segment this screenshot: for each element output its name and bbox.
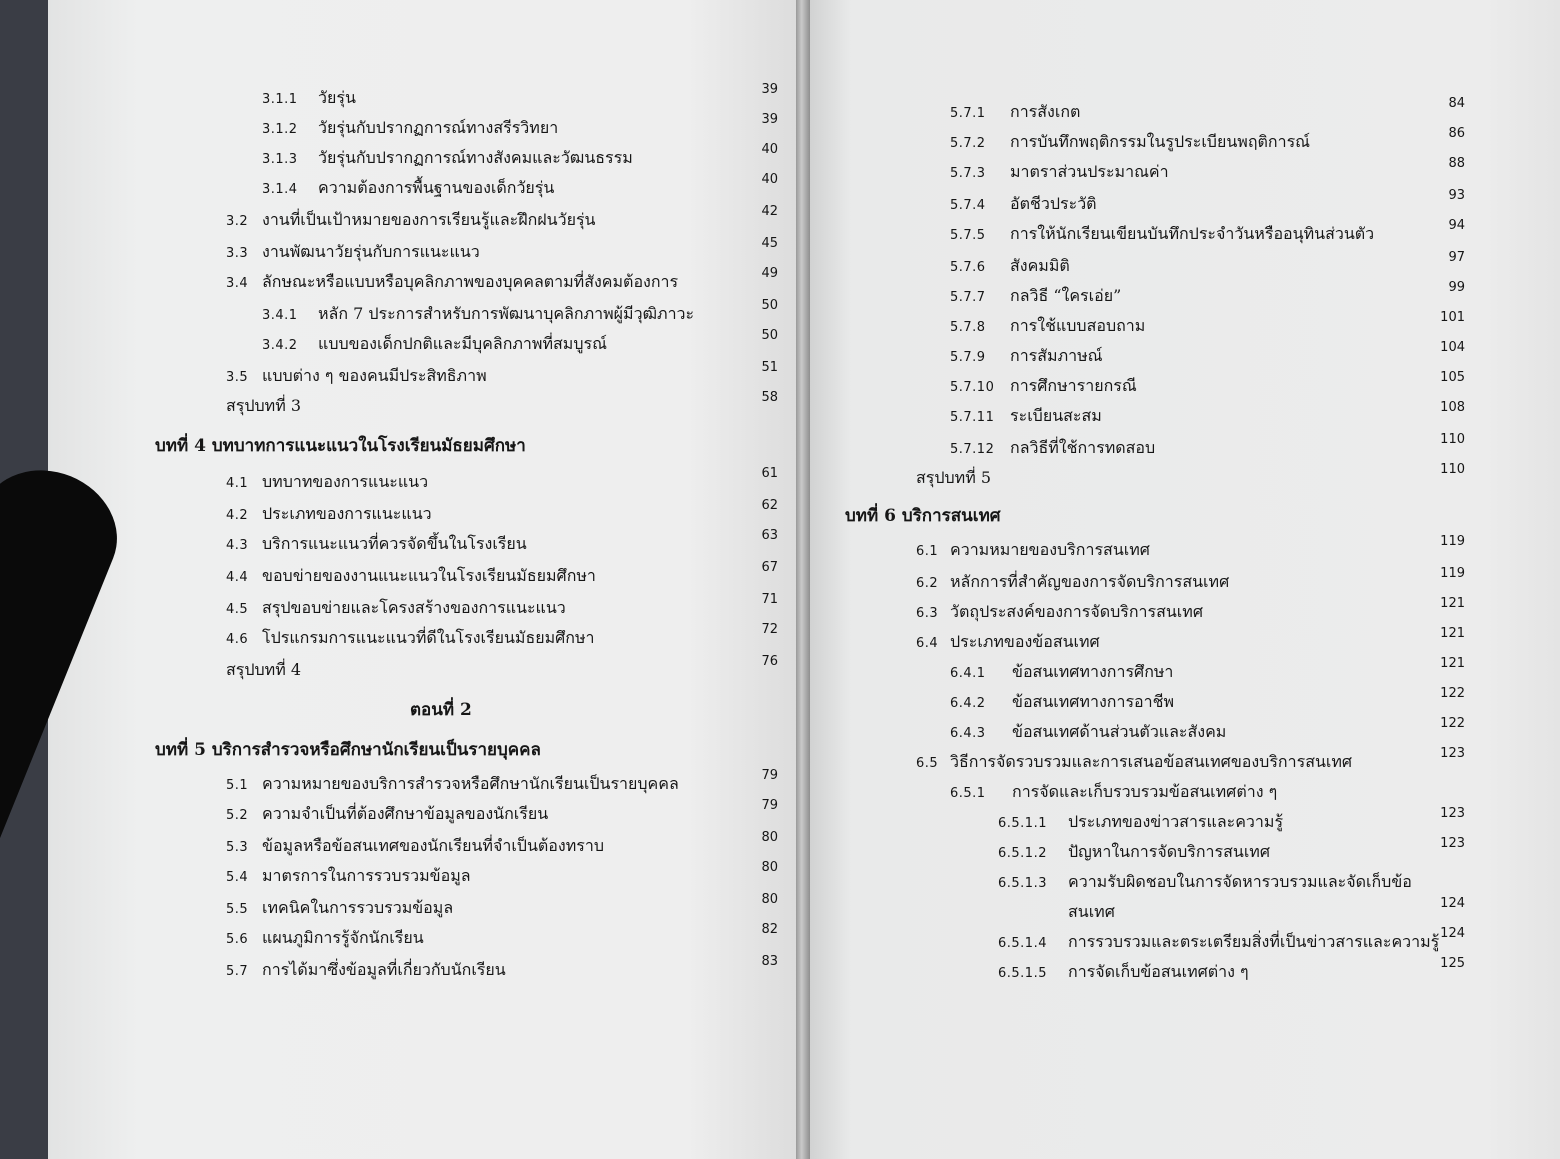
- page-number: 123: [1440, 806, 1465, 821]
- entry-title: ความรับผิดชอบในการจัดหารวบรวมและจัดเก็บข้อ: [1068, 872, 1412, 891]
- entry-title: ข้อมูลหรือข้อสนเทศของนักเรียนที่จำเป็นต้องทราบ: [262, 836, 604, 855]
- entry-number: 5.7.2: [950, 136, 986, 151]
- entry-title: บริการแนะแนวที่ควรจัดขึ้นในโรงเรียน: [262, 534, 527, 553]
- page-number: 88: [1448, 156, 1465, 171]
- page-number: 99: [1448, 280, 1465, 295]
- page-number: 51: [761, 360, 778, 375]
- entry-title: หลักการที่สำคัญของการจัดบริการสนเทศ: [950, 572, 1230, 591]
- entry-number: 6.5.1.2: [998, 846, 1047, 861]
- entry-number: 5.7.10: [950, 380, 995, 395]
- entry-title: งานพัฒนาวัยรุ่นกับการแนะแนว: [262, 242, 480, 261]
- page-number: 93: [1448, 188, 1465, 203]
- entry-number: 3.2: [226, 214, 249, 229]
- entry-title: วัตถุประสงค์ของการจัดบริการสนเทศ: [950, 602, 1203, 621]
- entry-title: สรุปขอบข่ายและโครงสร้างของการแนะแนว: [262, 598, 566, 617]
- page-number: 121: [1440, 596, 1465, 611]
- entry-title: การสัมภาษณ์: [1010, 346, 1103, 365]
- entry-title: การได้มาซึ่งข้อมูลที่เกี่ยวกับนักเรียน: [262, 960, 506, 979]
- entry-title: ข้อสนเทศทางการศึกษา: [1012, 662, 1174, 681]
- entry-title: การบันทึกพฤติกรรมในรูประเบียนพฤติการณ์: [1010, 132, 1310, 151]
- page-number: 40: [761, 172, 778, 187]
- page-number: 79: [761, 798, 778, 813]
- entry-title: อัตชีวประวัติ: [1010, 194, 1097, 213]
- entry-number: 4.5: [226, 602, 249, 617]
- entry-number: 5.7.1: [950, 106, 986, 121]
- page-number: 83: [761, 954, 778, 969]
- entry-number: 5.3: [226, 840, 249, 855]
- page-number: 63: [761, 528, 778, 543]
- entry-number: 4.6: [226, 632, 249, 647]
- entry-number: 5.7.12: [950, 442, 995, 457]
- page-number: 122: [1440, 716, 1465, 731]
- page-number: 124: [1440, 896, 1465, 911]
- entry-title: ความหมายของบริการสนเทศ: [950, 540, 1150, 559]
- page-number: 71: [761, 592, 778, 607]
- entry-title: บทบาทของการแนะแนว: [262, 472, 429, 491]
- entry-title: ประเภทของการแนะแนว: [262, 504, 432, 523]
- entry-number: 3.4.1: [262, 308, 298, 323]
- entry-title: สนเทศ: [1068, 902, 1115, 921]
- entry-title: ความต้องการพื้นฐานของเด็กวัยรุ่น: [318, 178, 555, 197]
- entry-number: 5.7.11: [950, 410, 995, 425]
- entry-title: การจัดเก็บข้อสนเทศต่าง ๆ: [1068, 962, 1249, 981]
- entry-number: 3.4.2: [262, 338, 298, 353]
- entry-number: 5.7.6: [950, 260, 986, 275]
- entry-number: 5.7: [226, 964, 249, 979]
- entry-title: มาตราส่วนประมาณค่า: [1010, 162, 1169, 181]
- entry-number: 4.3: [226, 538, 249, 553]
- page-number: 76: [761, 654, 778, 669]
- page-number: 124: [1440, 926, 1465, 941]
- entry-title: กลวิธี “ใครเอ่ย”: [1010, 286, 1122, 305]
- page-number: 50: [761, 328, 778, 343]
- entry-number: 6.1: [916, 544, 939, 559]
- entry-number: 6.5.1.1: [998, 816, 1047, 831]
- page-number: 80: [761, 860, 778, 875]
- entry-number: 3.4: [226, 276, 249, 291]
- page-number: 123: [1440, 746, 1465, 761]
- entry-title: กลวิธีที่ใช้การทดสอบ: [1010, 438, 1156, 457]
- page-number: 121: [1440, 656, 1465, 671]
- page-number: 105: [1440, 370, 1465, 385]
- entry-title: การสังเกต: [1010, 102, 1081, 121]
- entry-number: 6.5.1: [950, 786, 986, 801]
- entry-number: 3.3: [226, 246, 249, 261]
- page-number: 39: [761, 112, 778, 127]
- page-number: 122: [1440, 686, 1465, 701]
- entry-title: แผนภูมิการรู้จักนักเรียน: [262, 928, 424, 947]
- entry-title: โปรแกรมการแนะแนวที่ดีในโรงเรียนมัธยมศึกษา: [262, 628, 595, 647]
- entry-title: ความหมายของบริการสำรวจหรือศึกษานักเรียนเป็นรายบุคคล: [262, 774, 679, 793]
- entry-number: 6.2: [916, 576, 939, 591]
- entry-number: 6.5.1.4: [998, 936, 1047, 951]
- entry-number: 6.5.1.5: [998, 966, 1047, 981]
- part-heading: ตอนที่ 2: [410, 700, 472, 720]
- entry-title: ประเภทของข่าวสารและความรู้: [1068, 812, 1284, 831]
- entry-number: 3.1.3: [262, 152, 298, 167]
- page-number: 72: [761, 622, 778, 637]
- entry-title: วิธีการจัดรวบรวมและการเสนอข้อสนเทศของบริการสนเทศ: [950, 752, 1353, 771]
- entry-title: ขอบข่ายของงานแนะแนวในโรงเรียนมัธยมศึกษา: [262, 566, 596, 585]
- entry-number: 4.2: [226, 508, 249, 523]
- entry-title: ข้อสนเทศทางการอาชีพ: [1012, 692, 1175, 711]
- entry-number: 5.5: [226, 902, 249, 917]
- entry-title: เทคนิคในการรวบรวมข้อมูล: [262, 898, 454, 917]
- entry-number: 6.4.2: [950, 696, 986, 711]
- entry-number: 6.4.3: [950, 726, 986, 741]
- entry-number: 6.3: [916, 606, 939, 621]
- entry-number: 3.1.2: [262, 122, 298, 137]
- entry-title: การศึกษารายกรณี: [1010, 376, 1137, 395]
- entry-title: วัยรุ่น: [318, 88, 356, 107]
- page-number: 119: [1440, 534, 1465, 549]
- page-number: 42: [761, 204, 778, 219]
- entry-title: งานที่เป็นเป้าหมายของการเรียนรู้และฝึกฝนวัยรุ่น: [262, 210, 596, 229]
- page-number: 61: [761, 466, 778, 481]
- entry-number: 5.7.8: [950, 320, 986, 335]
- entry-title: หลัก 7 ประการสำหรับการพัฒนาบุคลิกภาพผู้มีวุฒิภาวะ: [318, 304, 695, 323]
- entry-title: สรุปบทที่ 5: [916, 468, 992, 487]
- entry-title: สรุปบทที่ 4: [226, 660, 302, 679]
- page-number: 39: [761, 82, 778, 97]
- entry-number: 5.2: [226, 808, 249, 823]
- entry-number: 3.1.4: [262, 182, 298, 197]
- entry-title: ลักษณะหรือแบบหรือบุคลิกภาพของบุคคลตามที่สังคมต้องการ: [262, 272, 679, 291]
- entry-number: 3.5: [226, 370, 249, 385]
- entry-number: 6.5.1.3: [998, 876, 1047, 891]
- entry-title: วัยรุ่นกับปรากฏการณ์ทางสรีรวิทยา: [318, 118, 559, 137]
- entry-title: สังคมมิติ: [1010, 256, 1070, 275]
- entry-title: วัยรุ่นกับปรากฏการณ์ทางสังคมและวัฒนธรรม: [318, 148, 633, 167]
- page-number: 62: [761, 498, 778, 513]
- entry-number: 5.7.3: [950, 166, 986, 181]
- entry-number: 4.1: [226, 476, 249, 491]
- entry-title: แบบต่าง ๆ ของคนมีประสิทธิภาพ: [262, 366, 487, 385]
- chapter-heading: บทที่ 5 บริการสำรวจหรือศึกษานักเรียนเป็นรายบุคคล: [155, 740, 541, 760]
- page-number: 40: [761, 142, 778, 157]
- entry-number: 6.4: [916, 636, 939, 651]
- entry-title: ระเบียนสะสม: [1010, 406, 1102, 425]
- page-number: 94: [1448, 218, 1465, 233]
- page-number: 110: [1440, 462, 1465, 477]
- page-number: 80: [761, 830, 778, 845]
- chapter-heading: บทที่ 4 บทบาทการแนะแนวในโรงเรียนมัธยมศึกษา: [155, 436, 526, 456]
- page-number: 79: [761, 768, 778, 783]
- entry-number: 5.1: [226, 778, 249, 793]
- entry-title: แบบของเด็กปกติและมีบุคลิกภาพที่สมบูรณ์: [318, 334, 607, 353]
- book-gutter: [796, 0, 810, 1159]
- chapter-heading: บทที่ 6 บริการสนเทศ: [845, 506, 1001, 526]
- page-number: 123: [1440, 836, 1465, 851]
- entry-number: 6.5: [916, 756, 939, 771]
- entry-title: การให้นักเรียนเขียนบันทึกประจำวันหรืออนุทินส่วนตัว: [1010, 224, 1375, 243]
- entry-number: 6.4.1: [950, 666, 986, 681]
- entry-number: 3.1.1: [262, 92, 298, 107]
- entry-title: ข้อสนเทศด้านส่วนตัวและสังคม: [1012, 722, 1227, 741]
- entry-title: การใช้แบบสอบถาม: [1010, 316, 1146, 335]
- entry-number: 5.7.7: [950, 290, 986, 305]
- entry-number: 5.7.9: [950, 350, 986, 365]
- page-number: 67: [761, 560, 778, 575]
- page-number: 49: [761, 266, 778, 281]
- page-number: 84: [1448, 96, 1465, 111]
- page-number: 86: [1448, 126, 1465, 141]
- entry-number: 5.6: [226, 932, 249, 947]
- page-number: 80: [761, 892, 778, 907]
- page-number: 82: [761, 922, 778, 937]
- page-number: 101: [1440, 310, 1465, 325]
- page-number: 108: [1440, 400, 1465, 415]
- entry-number: 5.4: [226, 870, 249, 885]
- page-number: 50: [761, 298, 778, 313]
- page-number: 119: [1440, 566, 1465, 581]
- entry-number: 5.7.5: [950, 228, 986, 243]
- page-number: 125: [1440, 956, 1465, 971]
- entry-number: 5.7.4: [950, 198, 986, 213]
- page-number: 104: [1440, 340, 1465, 355]
- page-number: 110: [1440, 432, 1465, 447]
- page-number: 97: [1448, 250, 1465, 265]
- entry-number: 4.4: [226, 570, 249, 585]
- page-number: 121: [1440, 626, 1465, 641]
- entry-title: ประเภทของข้อสนเทศ: [950, 632, 1100, 651]
- entry-title: สรุปบทที่ 3: [226, 396, 302, 415]
- page-number: 58: [761, 390, 778, 405]
- entry-title: การจัดและเก็บรวบรวมข้อสนเทศต่าง ๆ: [1012, 782, 1278, 801]
- entry-title: มาตรการในการรวบรวมข้อมูล: [262, 866, 471, 885]
- entry-title: ความจำเป็นที่ต้องศึกษาข้อมูลของนักเรียน: [262, 804, 549, 823]
- entry-title: ปัญหาในการจัดบริการสนเทศ: [1068, 842, 1270, 861]
- page-number: 45: [761, 236, 778, 251]
- entry-title: การรวบรวมและตระเตรียมสิ่งที่เป็นข่าวสารและความรู้: [1068, 932, 1440, 951]
